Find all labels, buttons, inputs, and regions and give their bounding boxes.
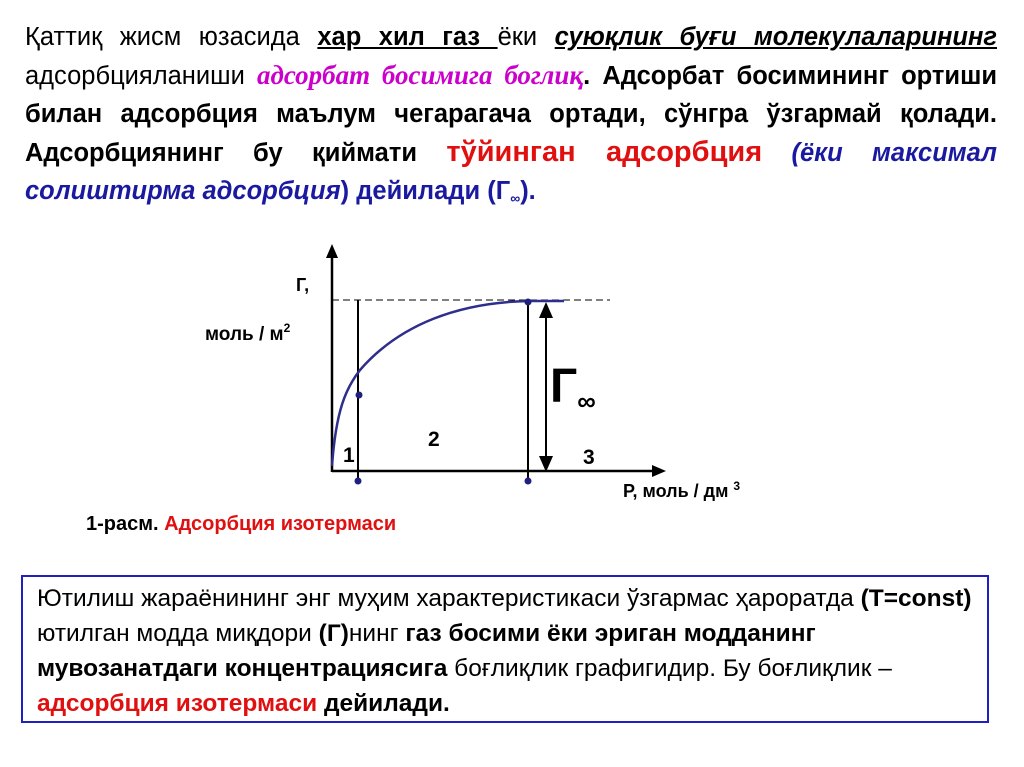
box-text: нинг [348,620,406,647]
x-units-text: Р, моль / дм [623,481,734,501]
box-text-gamma: (Г) [318,620,349,647]
box-text: боғлиқлик графигидир. Бу боғлиқлик – [447,655,892,682]
curve-point-2 [525,299,532,306]
text-vapour-molecules: суюқлик буғи молекулаларининг [554,23,997,51]
box-text-tconst: (Т=const) [860,585,972,612]
axis-point-1 [355,478,362,485]
text-segment: ). [520,177,536,205]
text-gases: хар хил газ [317,23,498,51]
box-text-end: дейилади. [317,690,450,717]
y-axis-label-symbol: Г, [296,275,310,295]
y-axis-arrow [326,244,338,258]
text-pressure-dependence: адсорбат босимига боглиқ [256,60,584,90]
y-units-sup: 2 [283,321,291,335]
isotherm-curve [332,301,564,466]
infinity-symbol: ∞ [577,386,596,416]
y-axis-label-units [205,321,291,345]
figure-caption [86,513,396,536]
gamma-infinity-label [550,360,596,416]
text-saturated-adsorption: тўйинган адсорбция [446,136,763,168]
box-text-gas-pressure: газ босими ёки эриган модданинг мувозанатдаги концентрациясига [37,620,816,682]
caption-title: Адсорбция изотермаси [164,513,397,535]
gamma-arrow-top [539,302,553,318]
text-infinity-sub: ∞ [510,190,521,206]
region-label-3: 3 [583,446,595,469]
text-segment: ) дейилади (Г [340,177,511,205]
region-label-1: 1 [343,444,355,467]
box-text: Ютилиш жараёнининг энг муҳим характеристикаси ўзгармас ҳароратда [37,585,861,612]
text-max-adsorption: (ёки максимал солиштирма адсорбция [25,139,997,205]
caption-prefix: 1-расм. [86,513,165,535]
y-units-text: моль / м [205,324,284,345]
text-segment: ёки [497,23,555,51]
text-segment: Қаттиқ жисм юзасида [25,23,318,51]
box-text-isotherm: адсорбция изотермаси [37,690,318,717]
gamma-symbol: Г [550,360,578,413]
box-text: ютилган модда миқдори [37,620,319,647]
text-segment: адсорбцияланиши [25,62,257,90]
gamma-arrow-bottom [539,456,553,472]
axis-point-2 [525,478,532,485]
x-axis-label [623,479,740,501]
region-label-2: 2 [428,428,440,451]
definition-box [21,575,989,723]
x-axis-arrow [652,465,666,477]
text-segment: . Адсорбат босимининг ортиши билан адсорбция маълум чегарагача ортади, сўнгра ўзгармай қолади. Адсорбциянинг бу қиймати [25,62,997,167]
x-units-sup: 3 [733,479,741,493]
curve-point-1 [356,392,363,399]
